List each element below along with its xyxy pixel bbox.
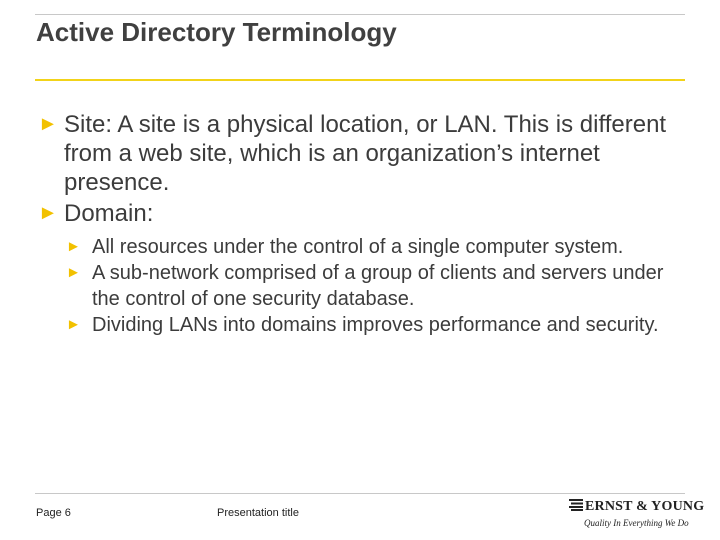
logo-name: ERNST & YOUNG (585, 499, 705, 514)
presentation-title: Presentation title (217, 507, 299, 519)
logo-tagline: Quality In Everything We Do (584, 518, 689, 528)
logo-wordmark (569, 499, 704, 515)
slide-title: Active Directory Terminology (36, 17, 397, 47)
triangle-right-icon: ► (38, 202, 58, 224)
term-site: Site (64, 111, 106, 138)
page-number: Page 6 (36, 507, 71, 519)
triangle-right-icon: ► (66, 264, 81, 281)
term-domain: Domain (64, 200, 147, 227)
slide-content (38, 110, 688, 338)
ernst-young-logo (569, 499, 705, 533)
sub-bullet-text: Dividing LANs into domains improves performance and security. (92, 314, 659, 336)
domain-sub-list (38, 234, 688, 338)
definition-domain: : (146, 200, 154, 227)
sub-bullet (66, 312, 688, 338)
definition-site: : A site is a physical location, or LAN. This is different from a web site, which is an organization’s internet presence. (64, 111, 667, 196)
triangle-right-icon: ► (66, 238, 81, 255)
triangle-right-icon: ► (66, 316, 81, 333)
title-underline (35, 79, 685, 81)
sub-bullet (66, 260, 688, 312)
bullet-site (38, 110, 688, 197)
logo-mark-icon (569, 499, 583, 511)
triangle-right-icon: ► (38, 113, 58, 135)
sub-bullet-text: A sub-network comprised of a group of clients and servers under the control of one security database. (92, 262, 664, 310)
bullet-domain (38, 199, 688, 228)
sub-bullet-text: All resources under the control of a single computer system. (92, 236, 624, 258)
sub-bullet (66, 234, 688, 260)
top-rule (35, 14, 685, 15)
footer-rule (35, 493, 685, 494)
